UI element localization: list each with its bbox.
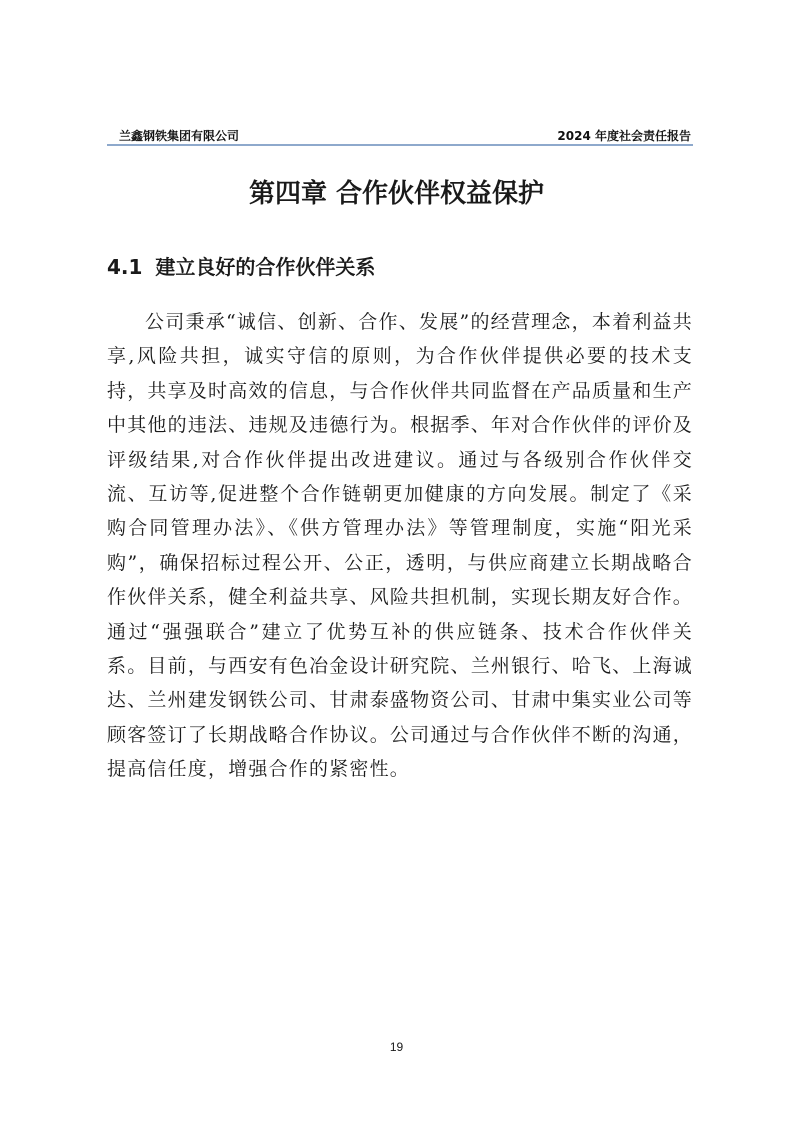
header-report-title: 2024 年度社会责任报告 <box>557 129 691 143</box>
chapter-title: 第四章 合作伙伴权益保护 <box>248 179 545 209</box>
page-number: 19 <box>389 1040 404 1054</box>
body-paragraph: 公司秉承“诚信、创新、合作、发展”的经营理念，本着利益共享,风险共担，诚实守信的原则，为合作伙伴提供必要的技术支持，共享及时高效的信息，与合作伙伴共同监督在产品质量和生产中其他的违法、违规及违德行为。根据季、年对合作伙伴的评价及评级结果,对合作伙伴提出改进建议。通过与各级别合作伙伴交流、互访等,促进整个合作链朝更加健康的方向发展。制定了《采购合同管理办法》、《供方管理办法》等管理制度，实施“阳光采购”，确保招标过程公开、公正，透明，与供应商建立长期战略合作伙伴关系，健全利益共享、风险共担机制，实现长期友好合作。通过“强强联合”建立了优势互补的供应链条、技术合作伙伴关系。目前，与西安有色冶金设计研究院、兰州银行、哈飞、上海诚达、兰州建发钢铁公司、甘肃泰盛物资公司、甘肃中集实业公司等顾客签订了长期战略合作协议。公司通过与合作伙伴不断的沟通，提高信任度，增强合作的紧密性。 <box>107 311 693 781</box>
section-heading <box>107 251 375 280</box>
section-number: 4.1 <box>107 255 143 279</box>
header-company-name: 兰鑫钢铁集团有限公司 <box>119 129 240 143</box>
section-title: 建立良好的合作伙伴关系 <box>155 255 376 279</box>
page-header <box>107 124 693 146</box>
